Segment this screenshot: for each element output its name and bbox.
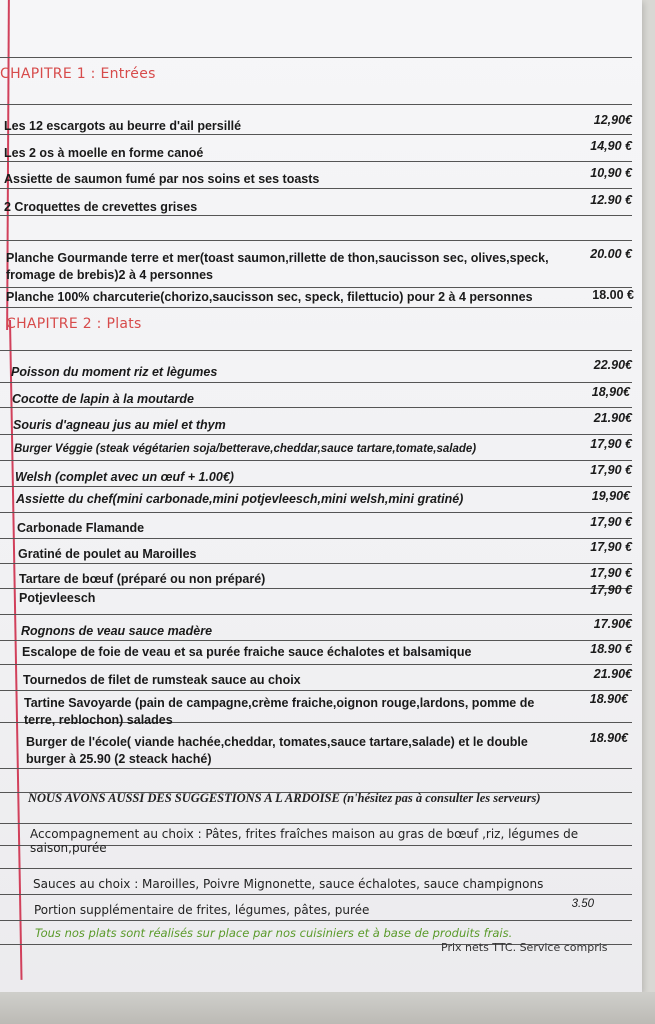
portion-price: 3.50 (571, 898, 594, 910)
menu-item-price: 21.90€ (593, 411, 632, 425)
menu-item-price: 14,90 € (590, 139, 632, 153)
ruled-line (0, 434, 632, 435)
ruled-line (0, 188, 632, 189)
menu-item-name: Assiette du chef(mini carbonade,mini potjevleesch,mini welsh,mini gratiné) (16, 492, 464, 506)
menu-item-price: 18.00 € (592, 288, 634, 302)
menu-item-name: Tournedos de filet de rumsteak sauce au choix (23, 673, 301, 687)
sauces-note: Sauces au choix : Maroilles, Poivre Mignonette, sauce échalotes, sauce champignons (33, 877, 544, 891)
menu-item-price: 18.90 € (590, 642, 632, 656)
ruled-line (0, 350, 632, 351)
menu-item-name: Souris d'agneau jus au miel et thym (13, 418, 226, 432)
menu-item-price: 17,90 € (590, 540, 632, 554)
menu-item-name: 2 Croquettes de crevettes grises (4, 200, 198, 214)
ruled-line (0, 538, 632, 539)
menu-item-name: Burger Véggie (steak végétarien soja/betterave,cheddar,sauce tartare,tomate,salade) (14, 443, 477, 455)
menu-item-price: 17,90 € (590, 437, 632, 451)
menu-item-name: Les 2 os à moelle en forme canoé (4, 146, 204, 160)
menu-item-price: 17.90€ (593, 617, 632, 631)
prix-nets-note: Prix nets TTC. Service compris (441, 941, 608, 954)
menu-item-price: 22.90€ (593, 358, 632, 372)
ruled-line (0, 57, 632, 58)
ruled-line (0, 240, 632, 241)
menu-item-name: Rognons de veau sauce madère (21, 624, 213, 638)
ruled-line (0, 868, 632, 869)
ruled-line (0, 664, 632, 665)
menu-item-price: 21.90€ (593, 667, 632, 681)
menu-item-name: Potjevleesch (19, 591, 96, 605)
menu-item-price: 17,90 € (590, 515, 632, 529)
ruled-line (0, 588, 632, 589)
ruled-line (0, 614, 632, 615)
menu-item-name: Carbonade Flamande (17, 521, 145, 535)
ruled-line (0, 768, 632, 769)
portion-note: Portion supplémentaire de frites, légumes, pâtes, purée (34, 903, 370, 917)
menu-item-price: 18,90€ (591, 385, 630, 399)
menu-item-price: 12,90€ (593, 113, 632, 127)
ruled-line (0, 287, 632, 288)
menu-item-price: 10,90 € (590, 166, 632, 180)
ruled-line (0, 307, 632, 308)
menu-item-name: Poisson du moment riz et lègumes (11, 365, 218, 379)
ruled-line (0, 823, 632, 824)
menu-item-price: 19,90€ (591, 489, 630, 503)
menu-item-price: 12.90 € (590, 193, 632, 207)
menu-item-name: Planche Gourmande terre et mer(toast saumon,rillette de thon,saucisson sec, olives,speck, fromage de brebis)2 à 4 personnes (6, 251, 549, 282)
menu-item-price: 17,90 € (590, 583, 632, 597)
menu-item-name: Escalope de foie de veau et sa purée fraiche sauce échalotes et balsamique (22, 645, 472, 659)
ruled-line (0, 894, 632, 895)
menu-item-price: 17,90 € (590, 463, 632, 477)
menu-item-price: 18.90€ (589, 692, 628, 706)
ruled-line (0, 690, 632, 691)
chapter-2-title: CHAPITRE 2 : Plats (6, 316, 142, 332)
menu-item-name: Gratiné de poulet au Maroilles (18, 547, 197, 561)
menu-item-name: Tartare de bœuf (préparé ou non préparé) (19, 572, 266, 586)
menu-item-name: Burger de l'école( viande hachée,cheddar, tomates,sauce tartare,salade) et le double burger à 25.90 (2 steack haché) (26, 735, 528, 766)
menu-item-name: Assiette de saumon fumé par nos soins et ses toasts (4, 172, 320, 186)
ruled-line (0, 134, 632, 135)
chapter-1-title: CHAPITRE 1 : Entrées (0, 66, 156, 82)
ruled-line (0, 563, 632, 564)
ruled-line (0, 920, 632, 921)
ruled-line (0, 512, 632, 513)
ruled-line (0, 486, 632, 487)
suggestions-note: NOUS AVONS AUSSI DES SUGGESTIONS A L ARDOISE (n'hésitez pas à consulter les serveurs) (28, 791, 541, 805)
menu-item-name: Cocotte de lapin à la moutarde (12, 392, 194, 406)
menu-item-name: Les 12 escargots au beurre d'ail persillé (4, 119, 242, 133)
ruled-line (0, 407, 632, 408)
menu-item-name: Welsh (complet avec un œuf + 1.00€) (15, 470, 234, 484)
ruled-line (0, 460, 632, 461)
ruled-line (0, 215, 632, 216)
ruled-line (0, 161, 632, 162)
accompagnement-note: Accompagnement au choix : Pâtes, frites fraîches maison au gras de bœuf ,riz, légumes de saison,purée (30, 827, 579, 855)
menu-item-price: 17,90 € (590, 566, 632, 580)
menu-item-name: Planche 100% charcuterie(chorizo,saucisson sec, speck, filettucio) pour 2 à 4 personnes (6, 290, 533, 304)
menu-item-price: 20.00 € (590, 247, 632, 261)
background-surface (0, 992, 655, 1024)
menu-item-price: 18.90€ (589, 731, 628, 745)
ruled-line (0, 104, 632, 105)
ruled-line (0, 382, 632, 383)
ruled-line (0, 640, 632, 641)
footer-note: Tous nos plats sont réalisés sur place par nos cuisiniers et à base de produits frais. (35, 926, 513, 940)
menu-item-name: Tartine Savoyarde (pain de campagne,crème fraiche,oignon rouge,lardons, pomme de terre, reblochon) salades (24, 696, 535, 727)
